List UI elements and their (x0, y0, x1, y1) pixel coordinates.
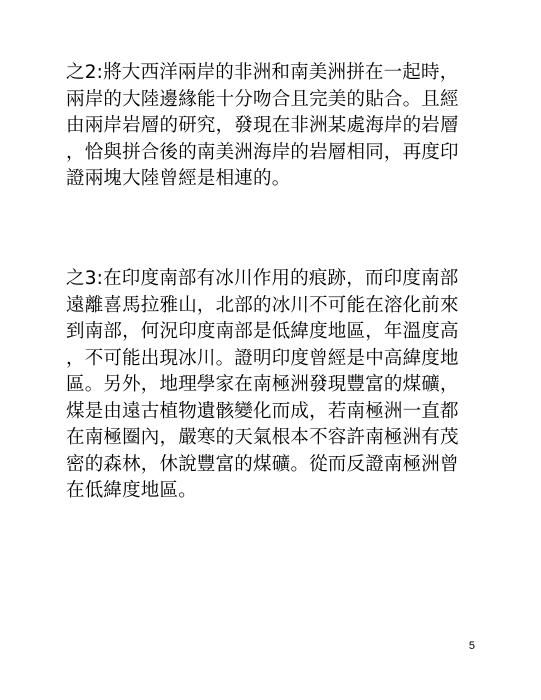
paragraph-line: ，恰與拼合後的南美洲海岸的岩層相同，再度印 (66, 141, 459, 163)
paragraph-line: ，不可能出現冰川。證明印度曾經是中高緯度地 (66, 347, 459, 369)
paragraph-line: 遠離喜馬拉雅山，北部的冰川不可能在溶化前來 (66, 294, 459, 316)
paragraph-line: 在低緯度地區。 (66, 480, 197, 501)
page-number: 5 (468, 640, 475, 652)
paragraph-line: 在南極圈內，嚴寒的天氣根本不容許南極洲有茂 (66, 427, 459, 448)
paragraph-line: 之2:將大西洋兩岸的非洲和南美洲拼在一起時， (66, 62, 459, 83)
paragraph-evidence-2 (66, 60, 486, 193)
paragraph-line: 之3:在印度南部有冰川作用的痕跡，而印度南部 (66, 268, 459, 289)
paragraph-line: 到南部，何況印度南部是低緯度地區，年溫度高 (66, 321, 459, 342)
paragraph-line: 煤是由遠古植物遺骸變化而成，若南極洲一直都 (66, 400, 459, 422)
paragraph-line: 由兩岸岩層的研究，發現在非洲某處海岸的岩層 (66, 115, 459, 136)
paragraph-line: 密的森林，休說豐富的煤礦。從而反證南極洲曾 (66, 453, 459, 475)
paragraph-line: 兩岸的大陸邊緣能十分吻合且完美的貼合。且經 (66, 88, 459, 110)
paragraph-evidence-3 (66, 266, 486, 505)
paragraph-line: 證兩塊大陸曾經是相連的。 (66, 168, 291, 189)
paragraph-line: 區。另外，地理學家在南極洲發現豐富的煤礦， (66, 374, 459, 395)
